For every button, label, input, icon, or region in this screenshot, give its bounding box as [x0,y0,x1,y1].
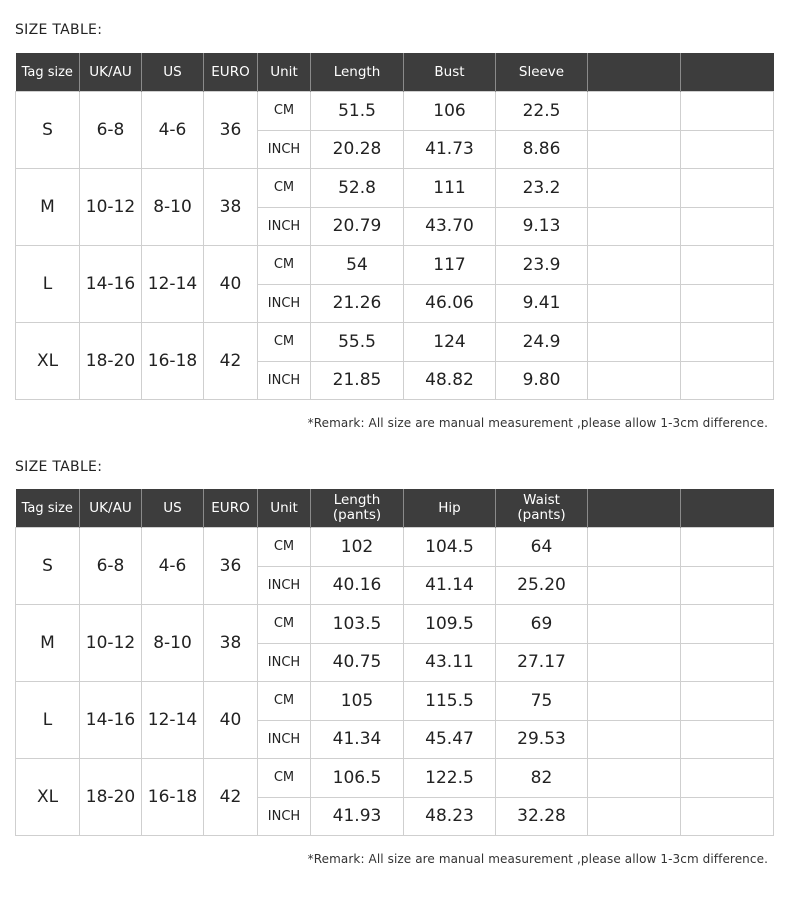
measurement-cell: 41.14 [404,566,496,605]
measurement-cell: 106.5 [311,759,404,798]
us-cell: 12-14 [142,682,204,759]
column-header [588,53,681,92]
measurement-cell [681,720,774,759]
measurement-cell: 24.9 [496,323,588,362]
measurement-cell: 27.17 [496,643,588,682]
table-row [16,246,774,285]
column-header: Waist (pants) [496,489,588,528]
column-header: UK/AU [80,489,142,528]
euro-cell: 36 [204,92,258,169]
measurement-cell [681,323,774,362]
column-header: Unit [258,489,311,528]
measurement-cell: 23.9 [496,246,588,285]
column-header: Length (pants) [311,489,404,528]
measurement-cell [588,207,681,246]
tag-size-cell: XL [16,759,80,836]
measurement-cell: 8.86 [496,130,588,169]
column-header: Length [311,53,404,92]
uk-au-cell: 14-16 [80,682,142,759]
table-row [16,682,774,721]
uk-au-cell: 6-8 [80,528,142,605]
measurement-cell: 43.11 [404,643,496,682]
measurement-cell [588,605,681,644]
measurement-cell: 48.23 [404,797,496,836]
measurement-cell [681,643,774,682]
uk-au-cell: 14-16 [80,246,142,323]
measurement-cell [588,720,681,759]
measurement-cell: 32.28 [496,797,588,836]
column-header: Unit [258,53,311,92]
size-table-top [15,53,774,400]
tag-size-cell: S [16,528,80,605]
measurement-cell [681,759,774,798]
unit-cell: INCH [258,361,311,400]
measurement-cell: 40.16 [311,566,404,605]
measurement-cell [681,207,774,246]
measurement-cell [681,246,774,285]
measurement-cell: 106 [404,92,496,131]
measurement-cell: 55.5 [311,323,404,362]
euro-cell: 36 [204,528,258,605]
measurement-cell: 46.06 [404,284,496,323]
euro-cell: 38 [204,605,258,682]
size-table-bottom [15,489,774,836]
unit-cell: CM [258,323,311,362]
measurement-cell: 29.53 [496,720,588,759]
us-cell: 16-18 [142,759,204,836]
us-cell: 8-10 [142,605,204,682]
measurement-cell: 41.93 [311,797,404,836]
column-header: Tag size [16,53,80,92]
table-row [16,759,774,798]
measurement-cell [681,682,774,721]
column-header: EURO [204,53,258,92]
column-header: Tag size [16,489,80,528]
measurement-cell: 21.85 [311,361,404,400]
measurement-cell: 51.5 [311,92,404,131]
unit-cell: CM [258,92,311,131]
table-row [16,605,774,644]
measurement-cell [681,92,774,131]
us-cell: 4-6 [142,528,204,605]
remark-bottom: *Remark: All size are manual measurement ,please allow 1-3cm difference. [307,852,768,866]
us-cell: 4-6 [142,92,204,169]
table-row [16,323,774,362]
measurement-cell: 41.34 [311,720,404,759]
measurement-cell [588,92,681,131]
measurement-cell: 75 [496,682,588,721]
measurement-cell: 69 [496,605,588,644]
measurement-cell [588,323,681,362]
measurement-cell [681,566,774,605]
column-header [588,489,681,528]
measurement-cell: 111 [404,169,496,208]
column-header: Sleeve [496,53,588,92]
measurement-cell: 22.5 [496,92,588,131]
measurement-cell: 104.5 [404,528,496,567]
measurement-cell: 102 [311,528,404,567]
measurement-cell: 20.28 [311,130,404,169]
measurement-cell: 9.41 [496,284,588,323]
measurement-cell: 48.82 [404,361,496,400]
measurement-cell: 21.26 [311,284,404,323]
measurement-cell [681,169,774,208]
unit-cell: CM [258,605,311,644]
section-title-bottom: SIZE TABLE: [15,459,103,475]
measurement-cell: 43.70 [404,207,496,246]
column-header: Hip [404,489,496,528]
measurement-cell [588,528,681,567]
tag-size-cell: XL [16,323,80,400]
column-header: US [142,489,204,528]
unit-cell: CM [258,246,311,285]
remark-top: *Remark: All size are manual measurement ,please allow 1-3cm difference. [307,416,768,430]
measurement-cell: 105 [311,682,404,721]
measurement-cell: 23.2 [496,169,588,208]
column-header: EURO [204,489,258,528]
measurement-cell [588,566,681,605]
uk-au-cell: 18-20 [80,759,142,836]
measurement-cell: 52.8 [311,169,404,208]
unit-cell: INCH [258,720,311,759]
us-cell: 16-18 [142,323,204,400]
measurement-cell [681,361,774,400]
measurement-cell [588,130,681,169]
measurement-cell: 109.5 [404,605,496,644]
measurement-cell [588,759,681,798]
header-row [16,489,774,528]
column-header [681,53,774,92]
measurement-cell: 124 [404,323,496,362]
unit-cell: CM [258,169,311,208]
table-row [16,92,774,131]
unit-cell: INCH [258,643,311,682]
uk-au-cell: 18-20 [80,323,142,400]
measurement-cell: 54 [311,246,404,285]
unit-cell: CM [258,682,311,721]
euro-cell: 42 [204,759,258,836]
section-title-top: SIZE TABLE: [15,22,103,38]
unit-cell: INCH [258,797,311,836]
unit-cell: INCH [258,207,311,246]
measurement-cell: 45.47 [404,720,496,759]
euro-cell: 40 [204,246,258,323]
us-cell: 8-10 [142,169,204,246]
unit-cell: INCH [258,566,311,605]
measurement-cell [681,130,774,169]
measurement-cell [681,797,774,836]
measurement-cell [588,246,681,285]
measurement-cell: 64 [496,528,588,567]
us-cell: 12-14 [142,246,204,323]
tag-size-cell: L [16,246,80,323]
table-row [16,169,774,208]
unit-cell: CM [258,528,311,567]
tag-size-cell: M [16,169,80,246]
header-row [16,53,774,92]
measurement-cell: 103.5 [311,605,404,644]
measurement-cell [681,528,774,567]
column-header: Bust [404,53,496,92]
measurement-cell: 122.5 [404,759,496,798]
unit-cell: INCH [258,130,311,169]
euro-cell: 40 [204,682,258,759]
unit-cell: CM [258,759,311,798]
measurement-cell [681,284,774,323]
column-header: US [142,53,204,92]
measurement-cell: 9.13 [496,207,588,246]
measurement-cell: 82 [496,759,588,798]
measurement-cell: 9.80 [496,361,588,400]
measurement-cell [588,361,681,400]
column-header [681,489,774,528]
table-row [16,528,774,567]
euro-cell: 38 [204,169,258,246]
measurement-cell: 115.5 [404,682,496,721]
measurement-cell [588,169,681,208]
tag-size-cell: L [16,682,80,759]
unit-cell: INCH [258,284,311,323]
tag-size-cell: M [16,605,80,682]
uk-au-cell: 10-12 [80,169,142,246]
measurement-cell: 25.20 [496,566,588,605]
measurement-cell: 40.75 [311,643,404,682]
measurement-cell: 20.79 [311,207,404,246]
uk-au-cell: 10-12 [80,605,142,682]
tag-size-cell: S [16,92,80,169]
measurement-cell [588,682,681,721]
measurement-cell: 41.73 [404,130,496,169]
measurement-cell [681,605,774,644]
measurement-cell [588,797,681,836]
euro-cell: 42 [204,323,258,400]
uk-au-cell: 6-8 [80,92,142,169]
column-header: UK/AU [80,53,142,92]
measurement-cell [588,284,681,323]
measurement-cell [588,643,681,682]
measurement-cell: 117 [404,246,496,285]
